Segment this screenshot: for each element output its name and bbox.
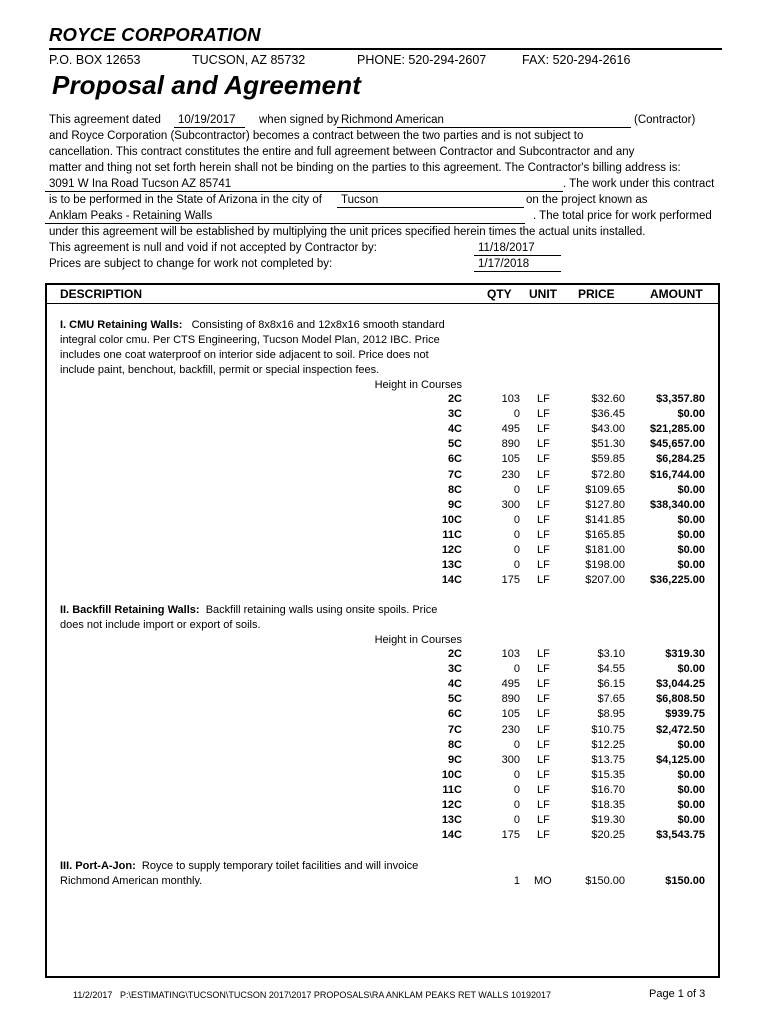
- amount-cell: $0.00: [677, 544, 705, 556]
- section2-heading: II. Backfill Retaining Walls:: [60, 604, 200, 616]
- price-cell: $15.35: [591, 768, 625, 781]
- table-row: [0, 753, 770, 768]
- qty-cell: 300: [501, 753, 520, 766]
- qty-cell: 175: [501, 574, 520, 587]
- unit-cell: LF: [537, 468, 550, 481]
- table-row: [0, 768, 770, 783]
- qty-cell: 890: [501, 693, 520, 706]
- qty-cell: 103: [501, 393, 520, 405]
- unit-cell: LF: [537, 453, 550, 466]
- line1-pre: This agreement dated: [49, 114, 161, 126]
- qty-cell: 0: [513, 799, 520, 811]
- void-date-field: 11/18/2017: [474, 241, 561, 256]
- unit-cell: LF: [537, 768, 550, 781]
- document-title: Proposal and Agreement: [52, 70, 361, 100]
- table-row: [0, 407, 770, 422]
- table-row: [0, 798, 770, 813]
- po-box: P.O. BOX 12653: [49, 53, 141, 67]
- unit-cell: LF: [537, 783, 550, 796]
- unit-cell: LF: [537, 574, 550, 587]
- section3-amount: $150.00: [665, 875, 705, 887]
- section3-text1: Royce to supply temporary toilet facilities and will invoice: [141, 860, 419, 872]
- unit-cell: LF: [537, 528, 550, 541]
- price-cell: $43.00: [591, 423, 625, 436]
- section1-text4: include paint, benchout, backfill, permit or special inspection fees.: [60, 364, 380, 376]
- agreement-line3: cancellation. This contract constitutes the entire and full agreement between Contractor and Subcontractor and any: [49, 146, 635, 158]
- table-row: [0, 392, 770, 407]
- contractor-field: Richmond American: [337, 113, 631, 128]
- amount-cell: $36,225.00: [649, 574, 705, 587]
- amount-cell: $3,044.25: [656, 678, 705, 691]
- amount-cell: $4,125.00: [656, 753, 705, 766]
- height-cell: 14C: [441, 829, 462, 842]
- city-state: TUCSON, AZ 85732: [192, 53, 306, 67]
- table-row: [0, 738, 770, 753]
- height-cell: 2C: [447, 648, 462, 660]
- qty-cell: 0: [513, 408, 520, 421]
- unit-cell: LF: [537, 648, 550, 660]
- qty-cell: 0: [513, 814, 520, 827]
- amount-cell: $38,340.00: [649, 498, 705, 511]
- price-cell: $141.85: [585, 513, 625, 526]
- price-cell: $12.25: [591, 738, 625, 751]
- unit-cell: LF: [537, 483, 550, 496]
- line6-post: on the project known as: [526, 194, 648, 206]
- amount-cell: $0.00: [677, 483, 705, 496]
- qty-cell: 0: [513, 783, 520, 796]
- height-cell: 8C: [447, 483, 462, 496]
- unit-cell: LF: [537, 423, 550, 436]
- unit-cell: LF: [537, 814, 550, 827]
- price-cell: $3.10: [597, 648, 625, 660]
- height-cell: 7C: [447, 468, 462, 481]
- section2-line1: [60, 603, 437, 618]
- agreement-line4: matter and thing not set forth herein shall not be binding on the parties to this agreement. The Contractor's billing address is:: [49, 162, 681, 174]
- price-cell: $10.75: [591, 723, 625, 736]
- section3-line1: [60, 859, 418, 874]
- price-cell: $6.15: [597, 678, 625, 691]
- amount-cell: $939.75: [665, 708, 705, 721]
- qty-cell: 103: [501, 648, 520, 660]
- unit-cell: LF: [537, 723, 550, 736]
- table-row: [0, 422, 770, 437]
- amount-cell: $0.00: [677, 799, 705, 811]
- section3-text2: Richmond American monthly.: [60, 875, 203, 887]
- line1-mid: when signed by: [259, 114, 339, 126]
- fax: FAX: 520-294-2616: [522, 53, 631, 67]
- section3-qty: 1: [513, 875, 520, 887]
- height-cell: 11C: [442, 783, 462, 796]
- qty-cell: 105: [501, 708, 520, 721]
- table-row: [0, 813, 770, 828]
- table-row: [0, 662, 770, 677]
- height-cell: 6C: [447, 453, 462, 466]
- section1-text3: includes one coat waterproof on interior side adjacent to soil. Price does not: [60, 349, 429, 361]
- amount-cell: $0.00: [677, 528, 705, 541]
- amount-cell: $0.00: [677, 408, 705, 421]
- price-cell: $51.30: [591, 438, 625, 451]
- city-field: Tucson: [337, 193, 524, 208]
- billing-address-field: 3091 W Ina Road Tucson AZ 85741: [45, 177, 563, 192]
- qty-cell: 300: [501, 498, 520, 511]
- agreement-line8: under this agreement will be established by multiplying the unit prices specified herein times the actual units installed.: [49, 226, 646, 238]
- height-cell: 10C: [441, 768, 462, 781]
- unit-cell: LF: [537, 829, 550, 842]
- table-row: [0, 528, 770, 543]
- col-price: PRICE: [578, 287, 615, 301]
- project-field: Anklam Peaks - Retaining Walls: [45, 209, 525, 224]
- table-row: [0, 573, 770, 588]
- price-cell: $7.65: [597, 693, 625, 706]
- amount-cell: $21,285.00: [649, 423, 705, 436]
- qty-cell: 0: [513, 483, 520, 496]
- table-row: [0, 783, 770, 798]
- amount-cell: $6,808.50: [656, 693, 705, 706]
- height-cell: 8C: [447, 738, 462, 751]
- height-cell: 9C: [447, 753, 462, 766]
- height-cell: 5C: [447, 438, 462, 451]
- agreement-date-field: 10/19/2017: [174, 113, 245, 128]
- table-row: [0, 647, 770, 662]
- table-row: [0, 828, 770, 843]
- qty-cell: 0: [513, 768, 520, 781]
- amount-cell: $0.00: [677, 559, 705, 572]
- section1-text2: integral color cmu. Per CTS Engineering, Tucson Model Plan, 2012 IBC. Price: [60, 334, 440, 346]
- unit-cell: LF: [537, 738, 550, 751]
- height-cell: 14C: [441, 574, 462, 587]
- price-cell: $109.65: [585, 483, 625, 496]
- header-rule: [49, 48, 722, 50]
- amount-cell: $2,472.50: [656, 723, 705, 736]
- section2-text1: Backfill retaining walls using onsite spoils. Price: [205, 604, 438, 616]
- amount-cell: $0.00: [677, 513, 705, 526]
- col-unit: UNIT: [529, 287, 557, 301]
- amount-cell: $3,543.75: [656, 829, 705, 842]
- unit-cell: LF: [537, 678, 550, 691]
- section2-height-label: Height in Courses: [374, 634, 462, 646]
- qty-cell: 0: [513, 528, 520, 541]
- section1-text1: Consisting of 8x8x16 and 12x8x16 smooth standard: [191, 319, 445, 331]
- price-change-text: Prices are subject to change for work not completed by:: [49, 258, 333, 270]
- qty-cell: 0: [513, 738, 520, 751]
- unit-cell: LF: [537, 753, 550, 766]
- line5-post: . The work under this contract: [563, 178, 715, 190]
- table-row: [0, 543, 770, 558]
- price-cell: $13.75: [591, 753, 625, 766]
- table-row: [0, 707, 770, 722]
- amount-cell: $16,744.00: [649, 468, 705, 481]
- height-cell: 11C: [442, 528, 462, 541]
- qty-cell: 495: [501, 423, 520, 436]
- section3-unit: MO: [534, 875, 552, 887]
- line1-post: (Contractor): [634, 114, 696, 126]
- col-qty: QTY: [487, 287, 512, 301]
- price-cell: $198.00: [585, 559, 625, 572]
- price-cell: $207.00: [585, 574, 625, 587]
- unit-cell: LF: [537, 559, 550, 572]
- qty-cell: 175: [501, 829, 520, 842]
- height-cell: 5C: [447, 693, 462, 706]
- page-number: Page 1 of 3: [649, 988, 706, 1000]
- price-cell: $181.00: [585, 544, 625, 556]
- price-cell: $18.35: [591, 799, 625, 811]
- unit-cell: LF: [537, 544, 550, 556]
- col-amount: AMOUNT: [650, 287, 703, 301]
- height-cell: 4C: [447, 423, 462, 436]
- amount-cell: $319.30: [665, 648, 705, 660]
- amount-cell: $3,357.80: [656, 393, 705, 405]
- height-cell: 3C: [447, 408, 462, 421]
- amount-cell: $0.00: [677, 663, 705, 676]
- price-cell: $32.60: [591, 393, 625, 405]
- table-row: [0, 558, 770, 573]
- qty-cell: 230: [501, 723, 520, 736]
- section3-heading: III. Port-A-Jon:: [60, 860, 136, 872]
- footer-path: P:\ESTIMATING\TUCSON\TUCSON 2017\2017 PROPOSALS\RA ANKLAM PEAKS RET WALLS 10192017: [120, 990, 551, 1000]
- table-row: [0, 513, 770, 528]
- table-row: [0, 437, 770, 452]
- qty-cell: 0: [513, 513, 520, 526]
- amount-cell: $6,284.25: [656, 453, 705, 466]
- table-row: [0, 498, 770, 513]
- table-row: [0, 677, 770, 692]
- amount-cell: $0.00: [677, 783, 705, 796]
- qty-cell: 105: [501, 453, 520, 466]
- table-row: [0, 692, 770, 707]
- phone: PHONE: 520-294-2607: [357, 53, 487, 67]
- qty-cell: 230: [501, 468, 520, 481]
- table-row: [0, 723, 770, 738]
- height-cell: 3C: [447, 663, 462, 676]
- qty-cell: 0: [513, 544, 520, 556]
- header-underline: [47, 303, 718, 304]
- amount-cell: $0.00: [677, 768, 705, 781]
- height-cell: 13C: [441, 559, 462, 572]
- unit-cell: LF: [537, 393, 550, 405]
- table-row: [0, 468, 770, 483]
- unit-cell: LF: [537, 498, 550, 511]
- price-cell: $59.85: [591, 453, 625, 466]
- price-date-field: 1/17/2018: [474, 257, 561, 272]
- price-cell: $36.45: [591, 408, 625, 421]
- height-cell: 12C: [441, 544, 462, 556]
- section1-heading: I. CMU Retaining Walls:: [60, 319, 183, 331]
- amount-cell: $0.00: [677, 814, 705, 827]
- unit-cell: LF: [537, 693, 550, 706]
- col-description: DESCRIPTION: [60, 287, 143, 301]
- section1-height-label: Height in Courses: [374, 379, 462, 391]
- agreement-line2: and Royce Corporation (Subcontractor) becomes a contract between the two parties and is not subject to: [49, 130, 584, 142]
- section3-price: $150.00: [585, 875, 625, 887]
- void-text: This agreement is null and void if not accepted by Contractor by:: [49, 242, 377, 254]
- price-cell: $20.25: [591, 829, 625, 842]
- height-cell: 2C: [447, 393, 462, 405]
- price-cell: $8.95: [597, 708, 625, 721]
- height-cell: 12C: [441, 799, 462, 811]
- section2-text2: does not include import or export of soils.: [60, 619, 261, 631]
- price-cell: $72.80: [591, 468, 625, 481]
- qty-cell: 495: [501, 678, 520, 691]
- unit-cell: LF: [537, 408, 550, 421]
- unit-cell: LF: [537, 663, 550, 676]
- line6-pre: is to be performed in the State of Arizona in the city of: [49, 194, 322, 206]
- height-cell: 6C: [447, 708, 462, 721]
- height-cell: 4C: [447, 678, 462, 691]
- height-cell: 13C: [441, 814, 462, 827]
- unit-cell: LF: [537, 513, 550, 526]
- height-cell: 9C: [447, 498, 462, 511]
- table-row: [0, 452, 770, 467]
- height-cell: 10C: [441, 513, 462, 526]
- height-cell: 7C: [447, 723, 462, 736]
- footer-date: 11/2/2017: [73, 990, 113, 1000]
- qty-cell: 0: [513, 559, 520, 572]
- price-cell: $16.70: [591, 783, 625, 796]
- section1-line1: [60, 318, 445, 333]
- amount-cell: $45,657.00: [649, 438, 705, 451]
- section3-row: [0, 874, 770, 889]
- qty-cell: 0: [513, 663, 520, 676]
- price-cell: $165.85: [585, 528, 625, 541]
- unit-cell: LF: [537, 799, 550, 811]
- company-name: ROYCE CORPORATION: [49, 24, 261, 45]
- price-cell: $127.80: [585, 498, 625, 511]
- qty-cell: 890: [501, 438, 520, 451]
- line7-post: . The total price for work performed: [533, 210, 712, 222]
- table-row: [0, 483, 770, 498]
- unit-cell: LF: [537, 708, 550, 721]
- price-cell: $4.55: [597, 663, 625, 676]
- unit-cell: LF: [537, 438, 550, 451]
- amount-cell: $0.00: [677, 738, 705, 751]
- price-cell: $19.30: [591, 814, 625, 827]
